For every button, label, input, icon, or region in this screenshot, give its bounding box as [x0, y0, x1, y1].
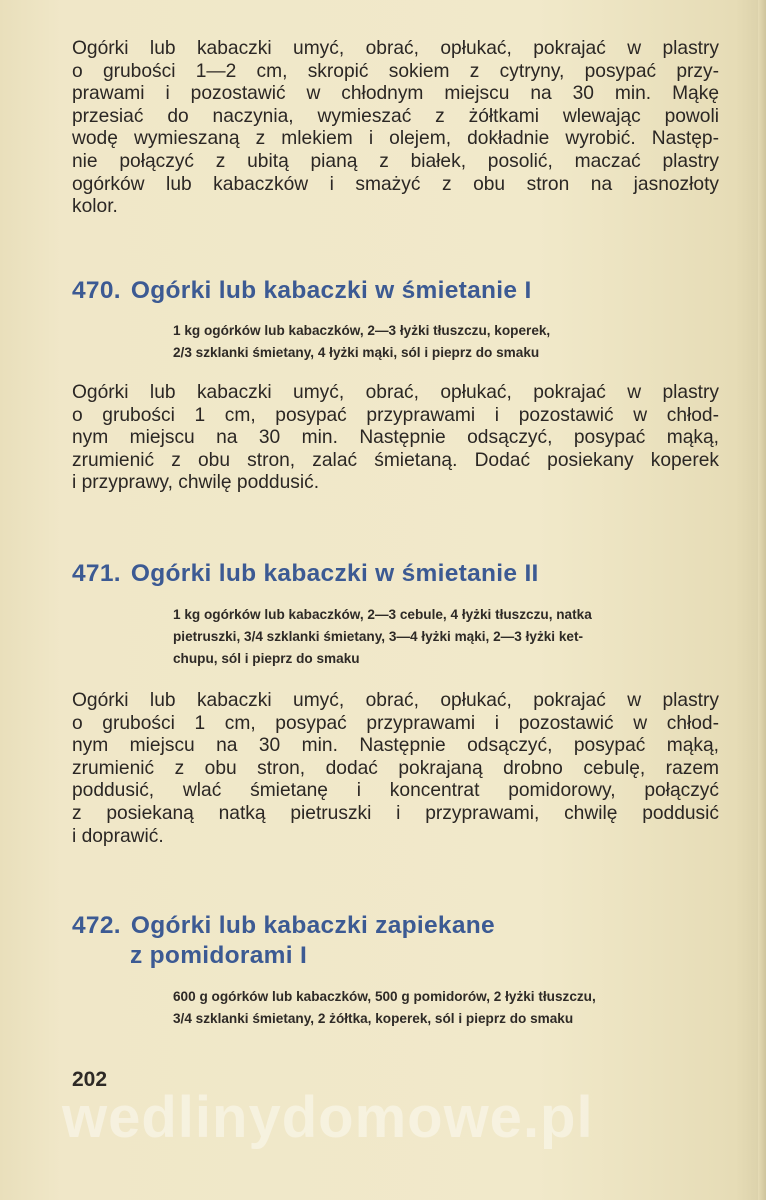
intro-line: przesiać do naczynia, wymieszać z żółtkami wlewając powoli: [72, 105, 719, 127]
recipe-title-continued: z pomidorami I: [130, 942, 308, 969]
intro-paragraph: [72, 38, 719, 219]
instructions-line: Ogórki lub kabaczki umyć, obrać, opłukać, pokrajać w plastry: [72, 382, 719, 403]
instructions-line: Ogórki lub kabaczki umyć, obrać, opłukać, pokrajać w plastry: [72, 690, 719, 711]
recipe-470-ingredients: [173, 320, 550, 364]
instructions-line: i doprawić.: [72, 825, 164, 847]
recipe-472-heading: [72, 911, 495, 971]
recipe-472-ingredients: [173, 986, 596, 1030]
ingredients-line: 1 kg ogórków lub kabaczków, 2—3 łyżki tłuszczu, koperek,: [173, 323, 551, 338]
recipe-number: 471.: [72, 560, 121, 587]
recipe-number: 472.: [72, 912, 121, 939]
recipe-471-ingredients: [173, 604, 592, 670]
intro-line: prawami i pozostawić w chłodnym miejscu na 30 min. Mąkę: [72, 83, 719, 105]
instructions-line: zrumienić z obu stron, dodać pokrajaną drobno cebulę, razem: [72, 757, 719, 779]
intro-line: nie połączyć z ubitą pianą z białek, posolić, maczać plastry: [72, 150, 719, 172]
recipe-470-heading: [72, 276, 532, 306]
page-edge: [758, 0, 766, 1200]
recipe-title: Ogórki lub kabaczki w śmietanie I: [130, 277, 532, 304]
ingredients-line: 2/3 szklanki śmietany, 4 łyżki mąki, sól i pieprz do smaku: [173, 345, 540, 360]
instructions-line: nym miejscu na 30 min. Następnie odsączyć, posypać mąką,: [72, 735, 719, 757]
intro-line: wodę wymieszaną z mlekiem i olejem, dokładnie wyrobić. Następ-: [72, 128, 719, 150]
recipe-470-instructions: [72, 382, 719, 495]
intro-line: Ogórki lub kabaczki umyć, obrać, opłukać, pokrajać w plastry: [72, 38, 719, 59]
ingredients-line: 3/4 szklanki śmietany, 2 żółtka, koperek, sól i pieprz do smaku: [173, 1011, 574, 1026]
recipe-number: 470.: [72, 277, 121, 304]
recipe-title: Ogórki lub kabaczki w śmietanie II: [130, 560, 539, 587]
intro-line: kolor.: [72, 196, 118, 218]
ingredients-line: 1 kg ogórków lub kabaczków, 2—3 cebule, 4 łyżki tłuszczu, natka: [173, 607, 592, 622]
ingredients-line: 600 g ogórków lub kabaczków, 500 g pomidorów, 2 łyżki tłuszczu,: [173, 989, 596, 1004]
recipe-471-heading: [72, 559, 539, 589]
instructions-line: i przyprawy, chwilę poddusić.: [72, 472, 320, 494]
intro-line: ogórków lub kabaczków i smażyć z obu stron na jasnozłoty: [72, 173, 719, 195]
recipe-471-instructions: [72, 690, 719, 848]
instructions-line: o grubości 1 cm, posypać przyprawami i pozostawić w chłod-: [72, 404, 719, 426]
ingredients-line: chupu, sól i pieprz do smaku: [173, 651, 360, 666]
instructions-line: o grubości 1 cm, posypać przyprawami i pozostawić w chłod-: [72, 712, 719, 734]
instructions-line: zrumienić z obu stron, zalać śmietaną. Dodać posiekany koperek: [72, 449, 719, 471]
page-number: 202: [72, 1068, 108, 1091]
instructions-line: z posiekaną natką pietruszki i przyprawami, chwilę poddusić: [72, 802, 719, 824]
recipe-title: Ogórki lub kabaczki zapiekane: [130, 912, 495, 939]
intro-line: o grubości 1—2 cm, skropić sokiem z cytryny, posypać przy-: [72, 60, 719, 82]
watermark: wedlinydomowe.pl: [62, 1085, 594, 1150]
instructions-line: nym miejscu na 30 min. Następnie odsączyć, posypać mąką,: [72, 427, 719, 449]
ingredients-line: pietruszki, 3/4 szklanki śmietany, 3—4 łyżki mąki, 2—3 łyżki ket-: [173, 629, 584, 644]
instructions-line: poddusić, wlać śmietanę i koncentrat pomidorowy, połączyć: [72, 780, 719, 802]
